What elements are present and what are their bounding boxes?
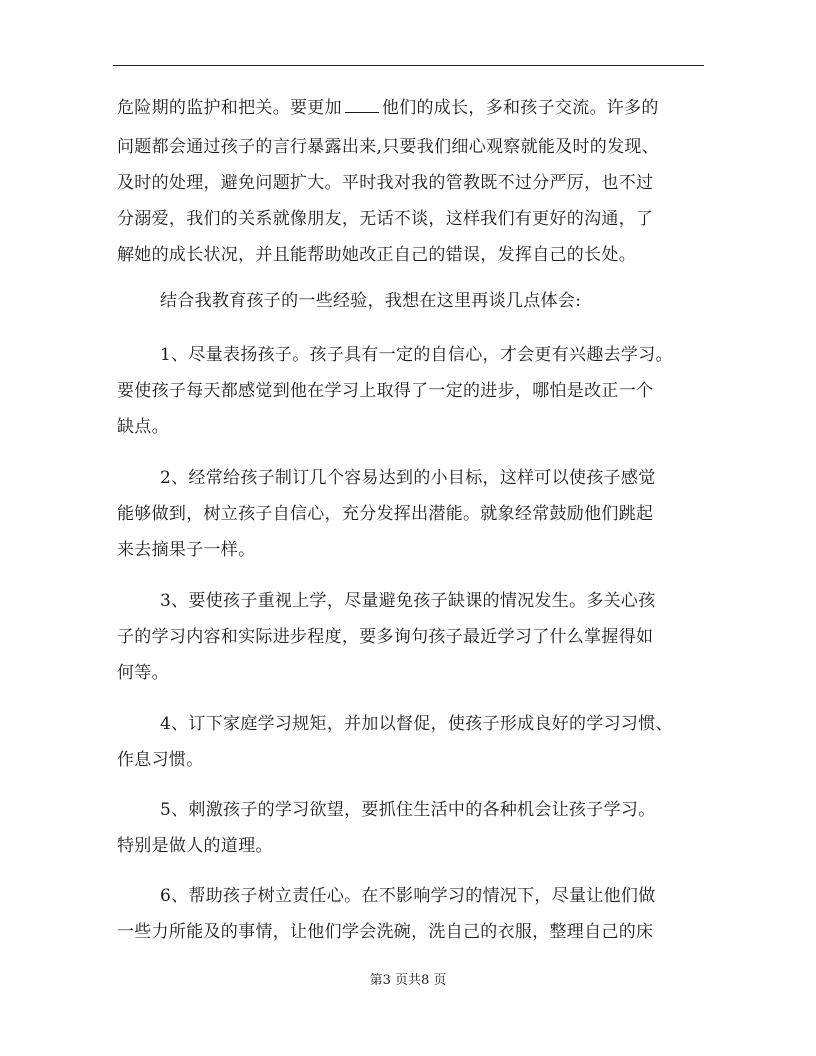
list-item-4: 4、订下家庭学习规矩，并加以督促，使孩子形成良好的学习习惯、	[160, 714, 673, 734]
paragraph-line: 及时的处理，避免问题扩大。平时我对我的管教既不过分严厉，也不过	[117, 173, 654, 193]
paragraph-line: 问题都会通过孩子的言行暴露出来,只要我们细心观察就能及时的发现、	[117, 137, 660, 157]
list-item-2: 2、经常给孩子制订几个容易达到的小目标，这样可以使孩子感觉	[160, 468, 656, 488]
paragraph-line: 一些力所能及的事情，让他们学会洗碗，洗自己的衣服，整理自己的床	[117, 922, 654, 942]
paragraph-line: 结合我教育孩子的一些经验，我想在这里再谈几点体会:	[160, 291, 582, 311]
fill-in-blank	[345, 98, 379, 113]
paragraph-line: 解她的成长状况，并且能帮助她改正自己的错误，发挥自己的长处。	[117, 245, 636, 265]
paragraph-line: 来去摘果子一样。	[117, 540, 256, 560]
paragraph-line: 子的学习内容和实际进步程度，要多询句孩子最近学习了什么掌握得如	[117, 627, 654, 647]
list-item-1: 1、尽量表扬孩子。孩子具有一定的自信心，才会更有兴趣去学习。	[160, 345, 673, 365]
paragraph-line: 作息习惯。	[117, 750, 204, 770]
paragraph-line: 能够做到，树立孩子自信心，充分发挥出潜能。就象经常鼓励他们跳起	[117, 504, 654, 524]
line-text: 危险期的监护和把关。要更加	[117, 98, 342, 118]
paragraph-line	[117, 97, 717, 119]
page-number: 第3 页共8 页	[369, 973, 447, 988]
paragraph-line: 何等。	[117, 663, 169, 683]
header-rule	[113, 65, 704, 66]
line-text: 他们的成长，多和孩子交流。许多的	[381, 98, 659, 118]
list-item-6: 6、帮助孩子树立责任心。在不影响学习的情况下，尽量让他们做	[160, 886, 656, 906]
paragraph-line: 特别是做人的道理。	[117, 836, 273, 856]
paragraph-line: 要使孩子每天都感觉到他在学习上取得了一定的进步，哪怕是改正一个	[117, 381, 654, 401]
list-item-3: 3、要使孩子重视上学，尽量避免孩子缺课的情况发生。多关心孩	[160, 591, 656, 611]
paragraph-line: 分溺爱，我们的关系就像朋友，无话不谈，这样我们有更好的沟通，了	[117, 209, 654, 229]
paragraph-line: 缺点。	[117, 417, 169, 437]
list-item-5: 5、刺激孩子的学习欲望，要抓住生活中的各种机会让孩子学习。	[160, 800, 656, 820]
